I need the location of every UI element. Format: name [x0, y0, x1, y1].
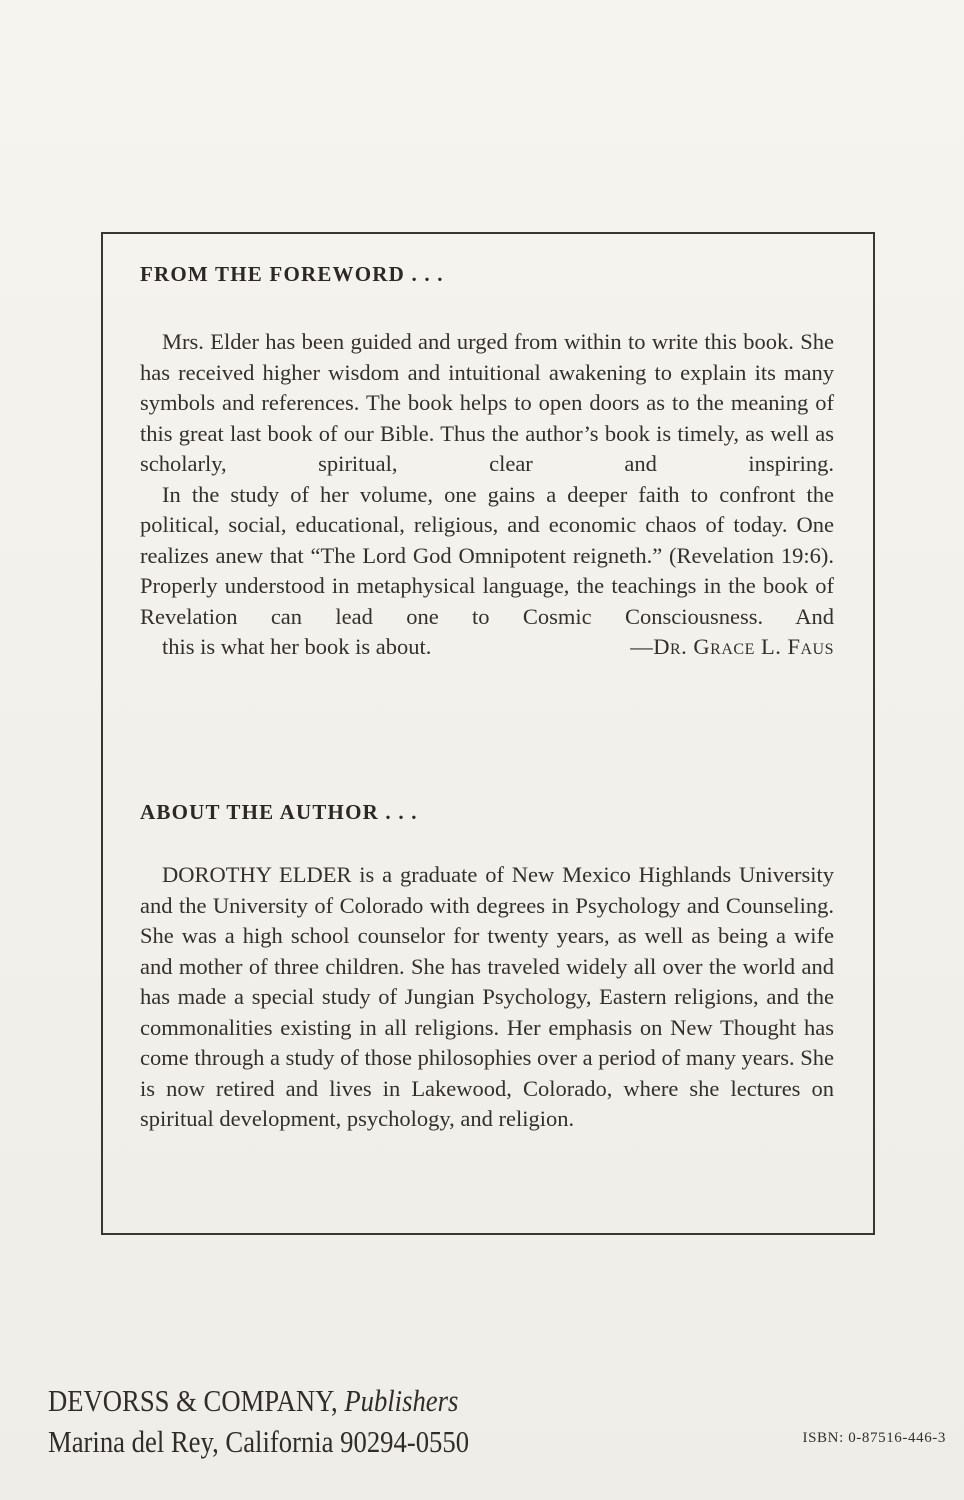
foreword-closing-line — [140, 632, 834, 663]
publisher-imprint — [48, 1380, 469, 1462]
publisher-address: Marina del Rey, California 90294-0550 — [48, 1424, 470, 1459]
publisher-name: DEVORSS & COMPANY, — [48, 1383, 338, 1418]
foreword-attribution: —Dr. Grace L. Faus — [630, 634, 834, 659]
publisher-line — [48, 1380, 469, 1421]
publisher-role: Publishers — [344, 1383, 459, 1418]
foreword-paragraph-2: In the study of her volume, one gains a deeper faith to confront the political, social, educational, religious, and economic chaos of today. One realizes anew that “The Lord God Omnipotent reigneth.” (Revelation 19:6). Properly understood in metaphysical language, the teachings in the book of Revelation can lead one to Cosmic Consciousness. And — [140, 481, 834, 629]
foreword-text — [140, 327, 834, 663]
about-text — [140, 860, 834, 1135]
foreword-paragraph-1: Mrs. Elder has been guided and urged from within to write this book. She has received higher wisdom and intuitional awakening to explain its many symbols and references. The book helps to open doors as to the meaning of this great last book of our Bible. Thus the author’s book is timely, as well as scholarly, spiritual, clear and inspiring. — [140, 329, 834, 476]
about-paragraph: DOROTHY ELDER is a graduate of New Mexico Highlands University and the University of Colorado with degrees in Psychology and Counseling. She was a high school counselor for twenty years, as well as being a wife and mother of three children. She has traveled widely all over the world and has made a special study of Jungian Psychology, Eastern religions, and the commonalities existing in all religions. Her emphasis on New Thought has come through a study of those philosophies over a period of many years. She is now retired and lives in Lakewood, Colorado, where she lectures on spiritual development, psychology, and religion. — [140, 862, 834, 1131]
foreword-paragraph-2-end: this is what her book is about. — [162, 634, 432, 659]
foreword-heading: FROM THE FOREWORD . . . — [140, 262, 444, 286]
about-heading: ABOUT THE AUTHOR . . . — [140, 800, 418, 824]
isbn-number: ISBN: 0-87516-446-3 — [802, 1430, 946, 1446]
